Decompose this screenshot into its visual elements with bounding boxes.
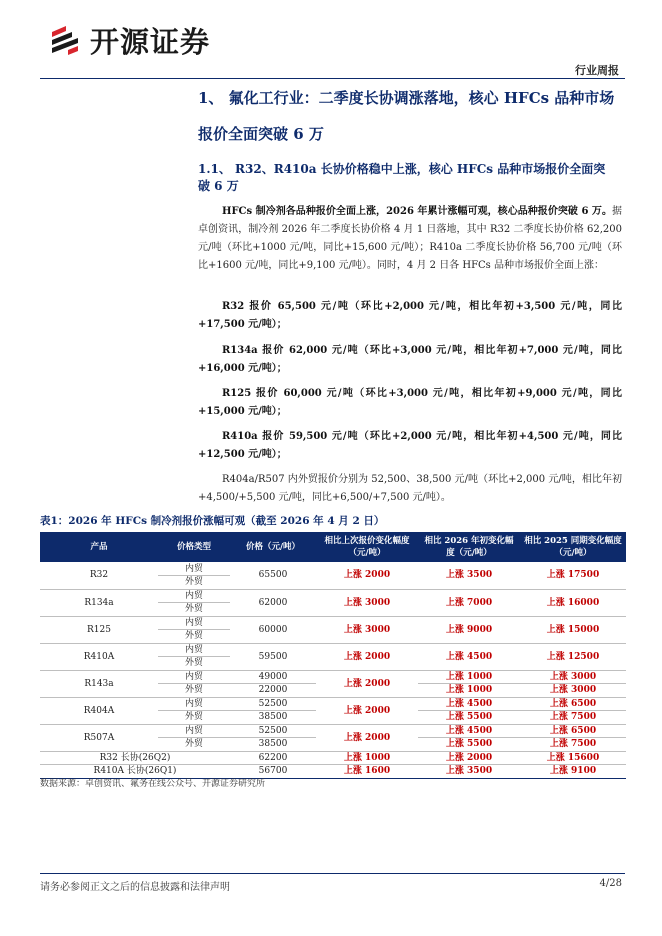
table-row	[40, 616, 626, 630]
cell-product: R410A	[40, 643, 158, 670]
cell-change-yoy: 上涨 15600	[520, 751, 626, 765]
r125-quote-paragraph: R125 报价 60,000 元/吨（环比+3,000 元/吨，相比年初+9,000 元/吨，同比+15,000 元/吨）；	[198, 388, 622, 417]
cell-change-ytd: 上涨 4500	[418, 697, 520, 711]
cell-price: 65500	[230, 562, 316, 589]
cell-product: R404A	[40, 697, 158, 724]
logo-text: 开源证券	[90, 24, 211, 59]
cell-change-yoy: 上涨 9100	[520, 765, 626, 779]
header-change-last: 相比上次报价变化幅度（元/吨）	[316, 532, 418, 562]
footer-divider	[40, 873, 625, 874]
table-row	[40, 751, 626, 765]
intro-bold-text: HFCs 制冷剂各品种报价全面上涨，2026 年累计涨幅可观，核心品种报价突破 6 万。	[222, 206, 612, 217]
cell-product: R134a	[40, 589, 158, 616]
company-logo	[48, 22, 210, 58]
r134a-quote-paragraph: R134a 报价 62,000 元/吨（环比+3,000 元/吨，相比年初+7,000 元/吨，同比+16,000 元/吨）；	[198, 345, 622, 374]
cell-change-yoy: 上涨 12500	[520, 643, 626, 670]
report-type-label: 行业周报	[575, 64, 619, 77]
cell-type: 内贸	[158, 724, 230, 738]
logo-mark-icon	[48, 22, 84, 58]
cell-change-ytd: 上涨 5500	[418, 738, 520, 752]
header-divider	[40, 78, 625, 79]
cell-change-last: 上涨 2000	[316, 724, 418, 751]
cell-change-yoy: 上涨 17500	[520, 562, 626, 589]
r410a-quote-paragraph: R410a 报价 59,500 元/吨（环比+2,000 元/吨，相比年初+4,500 元/吨，同比+12,500 元/吨）；	[198, 431, 622, 460]
cell-product: R32 长协(26Q2)	[40, 751, 230, 765]
cell-price: 56700	[230, 765, 316, 779]
cell-price: 62000	[230, 589, 316, 616]
cell-change-yoy: 上涨 3000	[520, 670, 626, 684]
price-table	[40, 532, 626, 779]
table-row	[40, 643, 626, 657]
cell-product: R507A	[40, 724, 158, 751]
cell-change-last: 上涨 3000	[316, 589, 418, 616]
section-1-1-title-line2: 破 6 万	[198, 179, 239, 193]
cell-change-ytd: 上涨 3500	[418, 765, 520, 779]
cell-product: R143a	[40, 670, 158, 697]
cell-product: R410A 长协(26Q1)	[40, 765, 230, 779]
intro-body-text: 据卓创资讯，制冷剂 2026 年二季度长协价格 4 月 1 日落地，其中 R32 二季度长协价格 62,200 元/吨（环比+1000 元/吨，同比+15,600 元/吨）；R410a 二季度长协价格 56,700 元/吨（环比+1600 元/吨，同比+9,100 元/吨）。同时，4 月 2 日各 HFCs 品种市场报价全面上涨：	[198, 206, 622, 271]
cell-price: 38500	[230, 711, 316, 725]
cell-type: 外贸	[158, 684, 230, 698]
cell-type: 内贸	[158, 697, 230, 711]
cell-change-ytd: 上涨 9000	[418, 616, 520, 643]
header-change-ytd: 相比 2026 年初变化幅度（元/吨）	[418, 532, 520, 562]
cell-type: 内贸	[158, 589, 230, 603]
cell-change-ytd: 上涨 1000	[418, 670, 520, 684]
footer-disclaimer: 请务必参阅正文之后的信息披露和法律声明	[40, 882, 230, 893]
cell-price: 49000	[230, 670, 316, 684]
cell-change-ytd: 上涨 2000	[418, 751, 520, 765]
cell-change-ytd: 上涨 4500	[418, 643, 520, 670]
header-change-yoy: 相比 2025 同期变化幅度（元/吨）	[520, 532, 626, 562]
cell-change-last: 上涨 3000	[316, 616, 418, 643]
cell-product: R125	[40, 616, 158, 643]
cell-change-last: 上涨 1600	[316, 765, 418, 779]
cell-type: 外贸	[158, 711, 230, 725]
cell-change-yoy: 上涨 6500	[520, 697, 626, 711]
table-title: 表1：2026 年 HFCs 制冷剂报价涨幅可观（截至 2026 年 4 月 2 日）	[40, 515, 385, 527]
cell-type: 内贸	[158, 562, 230, 576]
cell-type: 内贸	[158, 616, 230, 630]
table-source-note: 数据来源：卓创资讯、氟务在线公众号、开源证券研究所	[40, 779, 266, 789]
page-header	[40, 18, 625, 78]
cell-change-yoy: 上涨 7500	[520, 711, 626, 725]
cell-change-last: 上涨 2000	[316, 643, 418, 670]
cell-change-yoy: 上涨 16000	[520, 589, 626, 616]
table-header-row	[40, 532, 626, 562]
cell-type: 外贸	[158, 630, 230, 644]
cell-change-ytd: 上涨 4500	[418, 724, 520, 738]
cell-type: 外贸	[158, 603, 230, 617]
cell-change-yoy: 上涨 6500	[520, 724, 626, 738]
table-row	[40, 589, 626, 603]
page-number: 4/28	[599, 878, 622, 889]
cell-change-last: 上涨 2000	[316, 670, 418, 697]
table-row	[40, 724, 626, 738]
section-1-1-title-line1: 1.1、 R32、R410a 长协价格稳中上涨，核心 HFCs 品种市场报价全面突	[198, 162, 606, 176]
section-1-title-line1: 1、 氟化工行业：二季度长协调涨落地，核心 HFCs 品种市场	[198, 89, 615, 107]
header-product: 产品	[40, 532, 158, 562]
cell-price: 52500	[230, 697, 316, 711]
cell-product: R32	[40, 562, 158, 589]
cell-price: 22000	[230, 684, 316, 698]
cell-price: 62200	[230, 751, 316, 765]
cell-type: 外贸	[158, 738, 230, 752]
cell-price: 52500	[230, 724, 316, 738]
cell-type: 外贸	[158, 657, 230, 671]
r404a-quote-paragraph: R404a/R507 内外贸报价分别为 52,500、38,500 元/吨（环比+2,000 元/吨，相比年初+4,500/+5,500 元/吨，同比+6,500/+7,500 元/吨）。	[198, 474, 622, 503]
header-price-type: 价格类型	[158, 532, 230, 562]
cell-type: 内贸	[158, 670, 230, 684]
cell-change-yoy: 上涨 15000	[520, 616, 626, 643]
r32-quote-paragraph: R32 报价 65,500 元/吨（环比+2,000 元/吨，相比年初+3,500 元/吨，同比+17,500 元/吨）；	[198, 301, 622, 330]
cell-change-ytd: 上涨 7000	[418, 589, 520, 616]
cell-type: 外贸	[158, 576, 230, 590]
cell-change-ytd: 上涨 1000	[418, 684, 520, 698]
cell-change-yoy: 上涨 7500	[520, 738, 626, 752]
cell-price: 60000	[230, 616, 316, 643]
cell-change-ytd: 上涨 5500	[418, 711, 520, 725]
table-row	[40, 562, 626, 576]
cell-change-last: 上涨 1000	[316, 751, 418, 765]
header-price: 价格（元/吨）	[230, 532, 316, 562]
section-1-title-line2: 报价全面突破 6 万	[198, 125, 324, 143]
cell-change-last: 上涨 2000	[316, 697, 418, 724]
table-row	[40, 670, 626, 684]
cell-change-yoy: 上涨 3000	[520, 684, 626, 698]
intro-paragraph	[198, 203, 622, 275]
cell-change-last: 上涨 2000	[316, 562, 418, 589]
cell-price: 38500	[230, 738, 316, 752]
table-row	[40, 697, 626, 711]
cell-type: 内贸	[158, 643, 230, 657]
cell-change-ytd: 上涨 3500	[418, 562, 520, 589]
cell-price: 59500	[230, 643, 316, 670]
